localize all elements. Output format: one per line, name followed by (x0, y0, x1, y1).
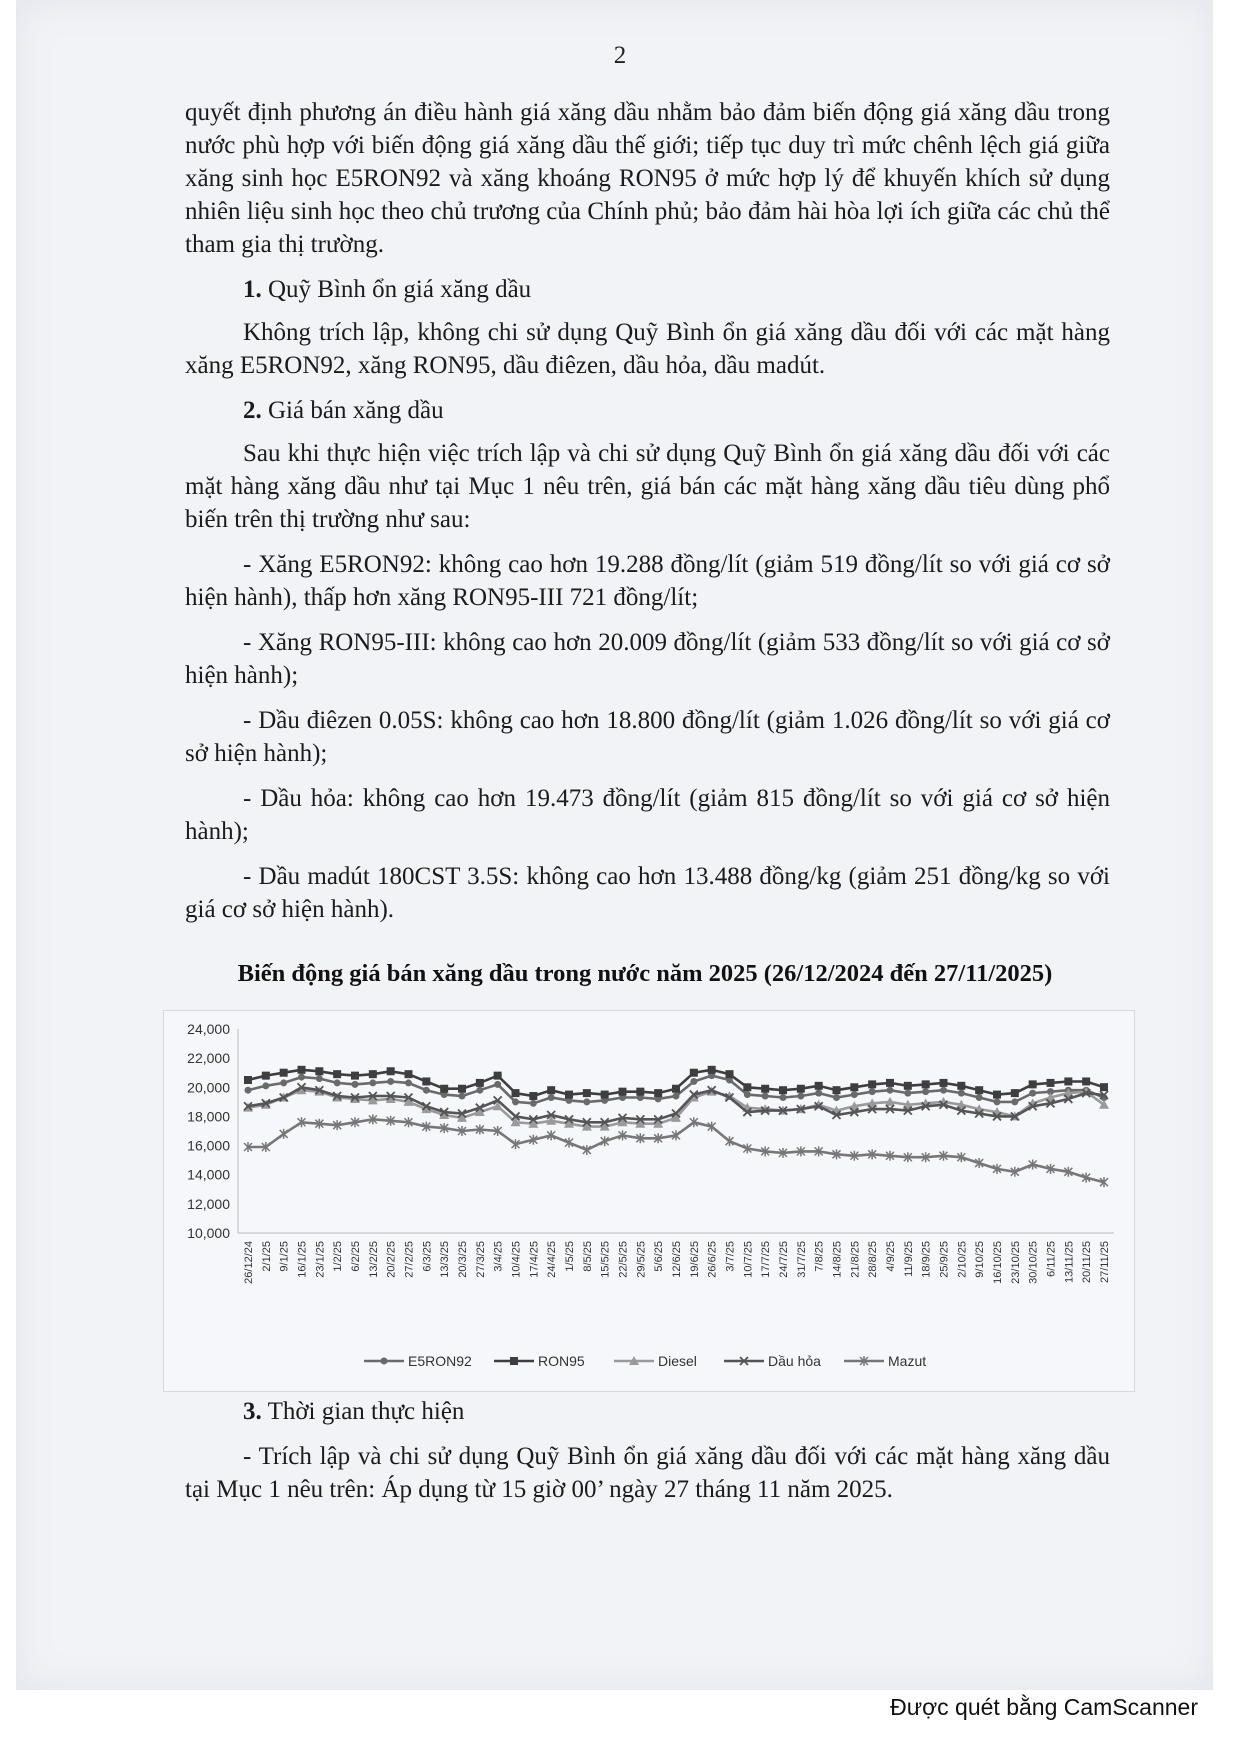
x-tick-label: 10/4/25 (510, 1241, 523, 1278)
series-e5ron92-point (815, 1090, 822, 1097)
x-tick-label: 24/4/25 (546, 1241, 559, 1278)
series-ron95-point (440, 1085, 448, 1093)
series-ron95-point (761, 1085, 769, 1093)
series-ron95-point (797, 1085, 805, 1093)
price-item-e5ron92: - Xăng E5RON92: không cao hơn 19.288 đồng/lít (giảm 519 đồng/lít so với giá cơ sở hiện hành), thấp hơn xăng RON95-III 721 đồng/lít; (185, 551, 1110, 611)
series-ron95-point (565, 1091, 573, 1099)
series-e5ron92-point (476, 1087, 483, 1094)
series-ron95-point (779, 1086, 787, 1094)
y-tick-label: 10,000 (187, 1225, 230, 1241)
series-ron95-point (726, 1070, 734, 1078)
series-ron95-point (405, 1070, 413, 1078)
series-ron95-point (333, 1070, 341, 1078)
x-tick-label: 20/2/25 (385, 1241, 398, 1278)
price-item-kerosene: - Dầu hỏa: không cao hơn 19.473 đồng/lít (giảm 815 đồng/lít so với giá cơ sở hiện hành); (185, 785, 1110, 845)
x-tick-label: 31/7/25 (795, 1241, 808, 1278)
series-ron95-point (547, 1086, 555, 1094)
series-ron95-point (369, 1070, 377, 1078)
x-tick-label: 25/9/25 (938, 1241, 951, 1278)
series-ron95-point (672, 1085, 680, 1093)
series-ron95-point (458, 1085, 466, 1093)
series-e5ron92-point (387, 1078, 394, 1085)
x-tick-label: 12/6/25 (671, 1241, 683, 1278)
series-e5ron92-point (583, 1098, 590, 1105)
section-1-heading (185, 273, 1110, 306)
series-e5ron92-point (459, 1093, 466, 1100)
chart-svg (164, 1011, 1134, 1391)
legend-ron95-point (510, 1357, 518, 1365)
series-ron95-point (833, 1086, 841, 1094)
series-ron95-point (868, 1080, 876, 1088)
body-text-bottom (185, 1395, 1110, 1518)
x-tick-label: 10/7/25 (742, 1241, 755, 1278)
x-tick-label: 13/11/25 (1063, 1241, 1076, 1284)
section-2-body: Sau khi thực hiện việc trích lập và chi sử dụng Quỹ Bình ổn giá xăng dầu đối với các mặt hàng xăng dầu như tại Mục 1 nêu trên, giá bán các mặt hàng xăng dầu tiêu dùng phổ biến trên thị trường như sau: (185, 440, 1110, 533)
x-tick-label: 18/9/25 (920, 1241, 933, 1278)
x-tick-label: 9/10/25 (974, 1241, 987, 1278)
chart-title: Biến động giá bán xăng dầu trong nước năm 2025 (26/12/2024 đến 27/11/2025) (237, 960, 1053, 987)
series-e5ron92-point (405, 1079, 412, 1086)
price-chart (163, 1010, 1135, 1392)
series-e5ron92-point (334, 1079, 341, 1086)
x-tick-label: 23/1/25 (314, 1241, 327, 1278)
series-e5ron92-point (369, 1079, 376, 1086)
section-3-number: 3. (243, 1398, 262, 1425)
series-ron95-point (476, 1079, 484, 1087)
x-tick-label: 24/7/25 (778, 1241, 790, 1278)
y-tick-label: 20,000 (187, 1079, 230, 1096)
series-ron95-point (743, 1083, 751, 1091)
x-tick-label: 4/9/25 (885, 1241, 897, 1272)
y-tick-label: 16,000 (187, 1137, 230, 1154)
series-ron95-point (512, 1089, 520, 1097)
x-tick-label: 27/11/25 (1099, 1241, 1111, 1284)
section-1-body: Không trích lập, không chi sử dụng Quỹ Bình ổn giá xăng dầu đối với các mặt hàng xăng E5RON92, xăng RON95, dầu điêzen, dầu hỏa, dầu madút. (185, 319, 1110, 379)
x-tick-label: 16/1/25 (296, 1241, 309, 1278)
x-tick-label: 29/5/25 (635, 1241, 648, 1278)
series-e5ron92-point (833, 1094, 840, 1101)
series-ron95-point (1082, 1077, 1090, 1085)
series-e5ron92-point (352, 1081, 359, 1088)
series-e5ron92-point (762, 1093, 769, 1100)
series-ron95-point (1047, 1079, 1055, 1087)
x-tick-label: 28/8/25 (867, 1241, 880, 1278)
section-3-body: - Trích lập và chi sử dụng Quỹ Bình ổn giá xăng dầu đối với các mặt hàng xăng dầu tại Mục 1 nêu trên: Áp dụng từ 15 giờ 00’ ngày 27 tháng 11 năm 2025. (185, 1443, 1110, 1503)
series-e5ron92-point (673, 1093, 680, 1100)
series-e5ron92-point (994, 1098, 1001, 1105)
x-tick-label: 20/11/25 (1081, 1241, 1094, 1284)
series-e5ron92-point (922, 1088, 929, 1095)
series-e5ron92-point (1011, 1098, 1018, 1105)
series-ron95-point (1100, 1083, 1108, 1091)
series-e5ron92-point (512, 1098, 519, 1105)
section-1-number: 1. (243, 276, 262, 303)
legend-label-diesel: Diesel (658, 1353, 697, 1369)
series-ron95-point (1029, 1080, 1037, 1088)
x-tick-label: 1/2/25 (332, 1241, 345, 1272)
x-tick-label: 5/6/25 (653, 1241, 666, 1272)
page-number: 2 (613, 42, 627, 69)
series-ron95-point (850, 1083, 858, 1091)
series-ron95-point (619, 1088, 627, 1096)
section-3-heading (185, 1395, 1110, 1428)
series-e5ron92-point (245, 1087, 252, 1094)
x-tick-label: 14/8/25 (831, 1241, 844, 1278)
series-ron95-point (1064, 1077, 1072, 1085)
series-e5ron92-point (298, 1074, 305, 1081)
x-tick-label: 20/3/25 (457, 1241, 469, 1278)
x-tick-label: 6/2/25 (350, 1241, 362, 1272)
x-tick-label: 26/6/25 (706, 1241, 719, 1278)
series-e5ron92-point (494, 1081, 501, 1088)
series-ron95-point (280, 1069, 288, 1077)
series-e5ron92-point (887, 1087, 894, 1094)
series-ron95-point (636, 1088, 644, 1096)
x-tick-label: 2/1/25 (260, 1241, 273, 1272)
x-tick-label: 3/4/25 (492, 1241, 505, 1272)
x-tick-label: 13/3/25 (439, 1241, 452, 1278)
x-tick-label: 6/3/25 (421, 1241, 434, 1272)
x-tick-label: 23/10/25 (1009, 1241, 1022, 1284)
series-ron95-point (494, 1072, 502, 1080)
intro-paragraph: quyết định phương án điều hành giá xăng dầu nhằm bảo đảm biến động giá xăng dầu trong nước phù hợp với biến động giá xăng dầu thế giới; tiếp tục duy trì mức chênh lệch giá giữa xăng sinh học E5RON92 và xăng khoáng RON95 ở mức hợp lý để khuyến khích sử dụng nhiên liệu sinh học theo chủ trương của Chính phủ; bảo đảm hài hòa lợi ích giữa các chủ thể tham gia thị trường. (185, 99, 1110, 258)
series-e5ron92-point (851, 1091, 858, 1098)
series-ron95-point (422, 1077, 430, 1085)
series-ron95-point (244, 1076, 252, 1084)
series-e5ron92-point (976, 1094, 983, 1101)
series-e5ron92-point (940, 1087, 947, 1094)
x-tick-label: 6/11/25 (1045, 1241, 1058, 1277)
section-2-heading (185, 394, 1110, 427)
x-tick-label: 22/5/25 (617, 1241, 630, 1278)
series-ron95-point (690, 1069, 698, 1077)
price-item-diesel: - Dầu điêzen 0.05S: không cao hơn 18.800 đồng/lít (giảm 1.026 đồng/lít so với giá cơ sở hiện hành); (185, 707, 1110, 767)
series-e5ron92-point (797, 1093, 804, 1100)
series-e5ron92-point (958, 1090, 965, 1097)
y-tick-label: 22,000 (187, 1050, 230, 1067)
series-e5ron92-point (262, 1082, 269, 1089)
x-tick-label: 15/5/25 (599, 1241, 612, 1278)
x-tick-label: 13/2/25 (367, 1241, 380, 1278)
legend-e5ron92-point (381, 1358, 388, 1365)
x-tick-label: 21/8/25 (849, 1241, 862, 1278)
series-ron95-point (957, 1082, 965, 1090)
section-3-title: Thời gian thực hiện (267, 1398, 465, 1425)
series-ron95-point (298, 1066, 306, 1074)
series-e5ron92-point (316, 1075, 323, 1082)
series-ron95-point (601, 1091, 609, 1099)
series-ron95-point (940, 1079, 948, 1087)
x-tick-label: 27/3/25 (474, 1241, 487, 1278)
series-e5ron92-point (1029, 1090, 1036, 1097)
x-tick-label: 11/9/25 (902, 1241, 915, 1277)
x-tick-label: 1/5/25 (564, 1241, 576, 1272)
series-ron95-point (993, 1091, 1001, 1099)
y-tick-label: 12,000 (187, 1195, 230, 1212)
series-ron95-point (815, 1082, 823, 1090)
series-e5ron92-point (744, 1091, 751, 1098)
price-item-ron95: - Xăng RON95-III: không cao hơn 20.009 đồng/lít (giảm 533 đồng/lít so với giá cơ sở hiện hành); (185, 629, 1110, 689)
body-text-top (185, 96, 1110, 938)
x-tick-label: 30/10/25 (1027, 1241, 1040, 1284)
legend-label-ron95: RON95 (538, 1353, 585, 1369)
series-ron95-point (387, 1067, 395, 1075)
x-tick-label: 7/8/25 (813, 1241, 826, 1272)
series-ron95-point (583, 1089, 591, 1097)
series-ron95-point (922, 1080, 930, 1088)
series-ron95-point (975, 1086, 983, 1094)
series-e5ron92-point (690, 1078, 697, 1085)
y-tick-label: 14,000 (187, 1166, 230, 1183)
x-tick-label: 2/10/25 (956, 1241, 969, 1278)
series-e5ron92-point (423, 1087, 430, 1094)
series-ron95-point (315, 1067, 323, 1075)
x-tick-label: 19/6/25 (688, 1241, 701, 1278)
series-ron95-point (1011, 1089, 1019, 1097)
x-tick-label: 17/7/25 (760, 1241, 773, 1278)
series-ron95-point (262, 1072, 270, 1080)
series-mazut-point (280, 1129, 288, 1139)
series-e5ron92-point (530, 1100, 537, 1107)
series-e5ron92-point (904, 1090, 911, 1097)
series-ron95-point (351, 1072, 359, 1080)
legend-label-mazut: Mazut (888, 1353, 927, 1369)
section-2-number: 2. (243, 397, 262, 424)
x-tick-label: 26/12/24 (243, 1241, 255, 1284)
series-e5ron92-point (548, 1094, 555, 1101)
legend-label-d-u-h-a: Dầu hỏa (768, 1353, 821, 1369)
price-item-mazut: - Dầu madút 180CST 3.5S: không cao hơn 13.488 đồng/kg (giảm 251 đồng/kg so với giá cơ sở hiện hành). (185, 863, 1110, 923)
series-e5ron92-point (280, 1079, 287, 1086)
series-ron95-point (886, 1079, 894, 1087)
series-ron95-point (529, 1092, 537, 1100)
legend-label-e5ron92: E5RON92 (408, 1353, 472, 1369)
x-tick-label: 9/1/25 (278, 1241, 291, 1272)
series-ron95-point (654, 1089, 662, 1097)
x-tick-label: 3/7/25 (724, 1241, 737, 1272)
series-line-mazut (248, 1119, 1104, 1182)
series-e5ron92-point (780, 1094, 787, 1101)
y-tick-label: 24,000 (187, 1021, 230, 1037)
y-tick-label: 18,000 (187, 1108, 230, 1125)
x-tick-label: 27/2/25 (403, 1241, 416, 1278)
section-2-title: Giá bán xăng dầu (268, 397, 444, 424)
series-ron95-point (708, 1066, 716, 1074)
x-tick-label: 8/5/25 (581, 1241, 594, 1272)
x-tick-label: 16/10/25 (992, 1241, 1004, 1284)
series-ron95-point (904, 1082, 912, 1090)
camscanner-footer: Được quét bằng CamScanner (890, 1694, 1198, 1720)
section-1-title: Quỹ Bình ổn giá xăng dầu (268, 276, 532, 303)
series-e5ron92-point (869, 1088, 876, 1095)
x-tick-label: 17/4/25 (528, 1241, 541, 1278)
